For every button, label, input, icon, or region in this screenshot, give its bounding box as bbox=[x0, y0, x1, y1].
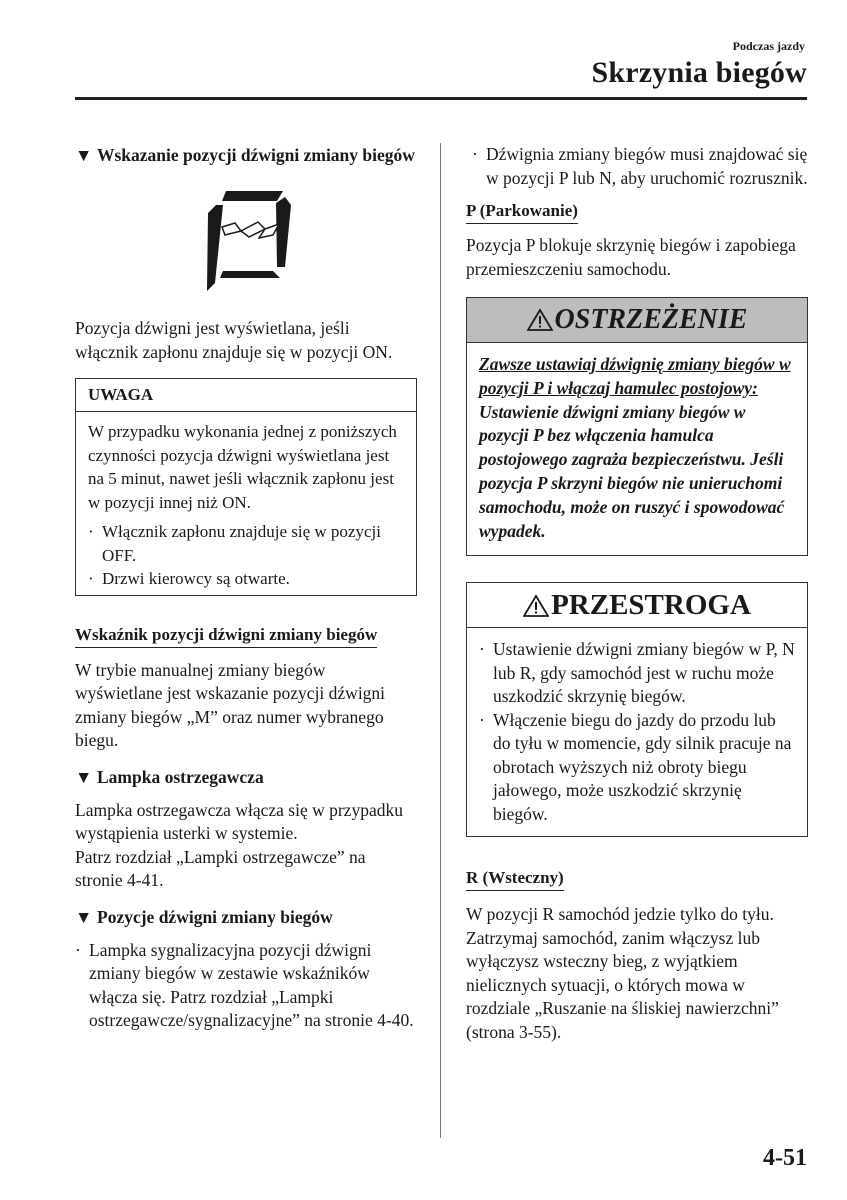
triangle-down-icon: ▼ bbox=[75, 766, 93, 787]
note-box bbox=[75, 378, 417, 596]
shift-indicator-heading: Wskaźnik pozycji dźwigni zmiany biegów bbox=[75, 624, 377, 648]
warning-lead: Zawsze ustawiaj dźwignię zmiany biegów w pozycji P i włączaj hamulec postojowy: bbox=[479, 354, 791, 398]
gear-display-illustration bbox=[75, 175, 417, 305]
warning-body-text: Ustawienie dźwigni zmiany biegów w pozycji P bez włączenia hamulca postojowego zagraża bezpieczeństwu. Jeśli pozycja P skrzyni biegów nie unieruchomi samochodu, może on ruszyć i spowodować wypadek. bbox=[479, 401, 785, 541]
warning-title: OSTRZEŻENIE bbox=[467, 298, 807, 343]
triangle-down-icon: ▼ bbox=[75, 906, 93, 927]
lamp-heading: ▼ Lampka ostrzegawcza bbox=[75, 766, 264, 787]
list-item: · Włącznik zapłonu znajduje się w pozycji OFF. bbox=[88, 522, 381, 565]
lamp-reference: Patrz rozdział „Lampki ostrzegawcze” na stronie 4-41. bbox=[75, 846, 366, 890]
page-number: 4-51 bbox=[763, 1145, 807, 1171]
left-column bbox=[75, 143, 417, 1033]
note-title: UWAGA bbox=[76, 379, 416, 412]
list-item: · Lampka sygnalizacyjna pozycji dźwigni zmiany biegów w zestawie wskaźników włącza się. Patrz rozdział „Lampki ostrzegawcze/sygnalizacyjne” na stronie 4-40. bbox=[75, 939, 414, 1030]
indicator-text: Pozycja dźwigni jest wyświetlana, jeśli włącznik zapłonu znajduje się w pozycji ON. bbox=[75, 318, 393, 362]
list-item: · Dźwignia zmiany biegów musi znajdować się w pozycji P lub N, aby uruchomić rozrusznik. bbox=[472, 144, 808, 188]
column-divider bbox=[440, 143, 441, 1138]
list-item: · Włączenie biegu do jazdy do przodu lub do tyłu w momencie, gdy silnik pracuje na obrotach wyższych niż obroty biegu jałowego, może uszkodzić skrzynię biegów. bbox=[479, 709, 792, 824]
indicator-heading-text: Wskazanie pozycji dźwigni zmiany biegów bbox=[97, 145, 415, 165]
reverse-heading: R (Wsteczny) bbox=[466, 867, 564, 891]
triangle-down-icon: ▼ bbox=[75, 145, 93, 165]
list-item: · Ustawienie dźwigni zmiany biegów w P, N lub R, gdy samochód jest w ruchu może uszkodzić skrzynię biegów. bbox=[479, 639, 795, 707]
indicator-heading bbox=[75, 143, 417, 167]
reverse-text: W pozycji R samochód jedzie tylko do tyłu. Zatrzymaj samochód, zanim włączysz lub wyłączysz wsteczny bieg, z wyjątkiem nielicznych sytuacji, o których mowa w rozdziale „Ruszanie na śliskiej nawierzchni” (strona 3-55). bbox=[466, 904, 779, 1042]
park-heading: P (Parkowanie) bbox=[466, 200, 578, 224]
segment-p-icon bbox=[75, 175, 417, 305]
section-label: Podczas jazdy bbox=[732, 39, 805, 53]
warning-box bbox=[466, 297, 808, 556]
page-title: Skrzynia biegów bbox=[591, 56, 807, 89]
note-body-text: W przypadku wykonania jednej z poniższych czynności pozycja dźwigni wyświetlana jest na 5 minut, nawet jeśli włącznik zapłonu jest w pozycji innej niż ON. bbox=[88, 422, 397, 512]
right-column bbox=[466, 143, 808, 1044]
positions-heading: ▼ Pozycje dźwigni zmiany biegów bbox=[75, 906, 333, 927]
shift-indicator-text: W trybie manualnej zmiany biegów wyświetlane jest wskazanie pozycji dźwigni zmiany biegów „M” oraz numer wybranego biegu. bbox=[75, 659, 386, 750]
caution-box bbox=[466, 582, 808, 837]
caution-triangle-icon bbox=[523, 594, 549, 618]
caution-title: PRZESTROGA bbox=[467, 583, 807, 628]
svg-text:P: P bbox=[235, 259, 241, 270]
list-item: · Drzwi kierowcy są otwarte. bbox=[88, 569, 290, 588]
park-text: Pozycja P blokuje skrzynię biegów i zapobiega przemieszczeniu samochodu. bbox=[466, 235, 796, 279]
warning-triangle-icon bbox=[527, 308, 553, 332]
lamp-text: Lampka ostrzegawcza włącza się w przypadku wystąpienia usterki w systemie. bbox=[75, 799, 403, 843]
header-rule bbox=[75, 97, 807, 100]
